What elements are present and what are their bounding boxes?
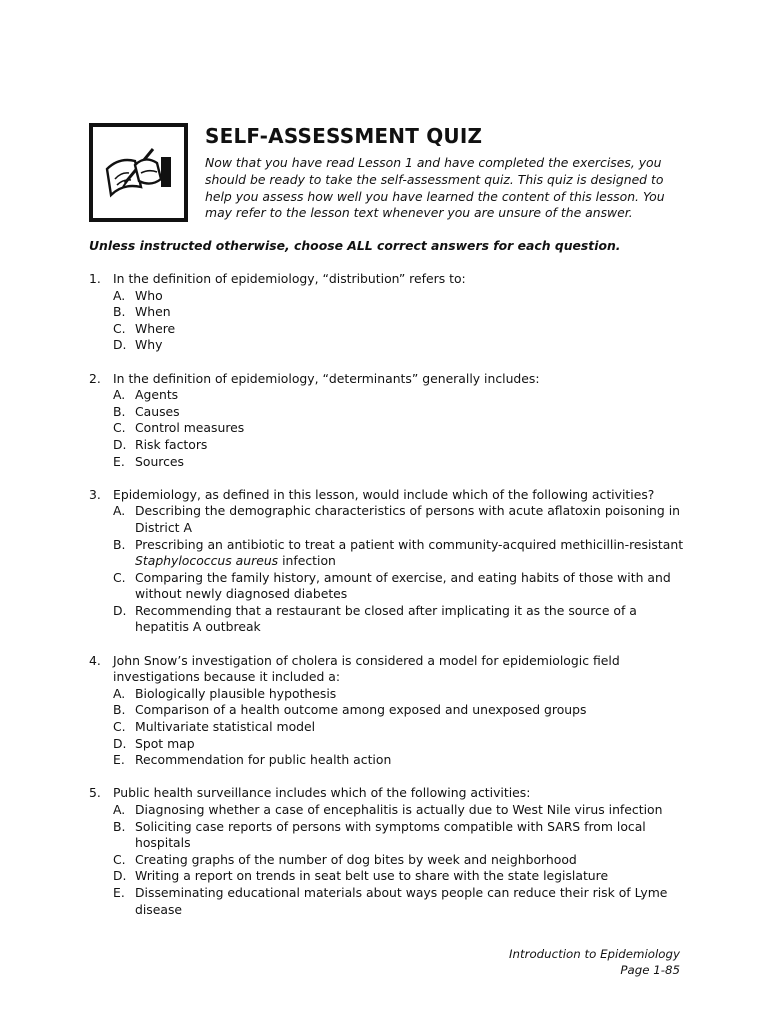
- option-text: Comparing the family history, amount of exercise, and eating habits of those with and without newly diagnosed diabetes: [135, 569, 671, 602]
- answer-options: [113, 686, 689, 769]
- option-text: Control measures: [135, 420, 245, 436]
- answer-option: [113, 702, 689, 719]
- answer-option: [113, 321, 689, 338]
- question-text: Epidemiology, as defined in this lesson, would include which of the following activities?: [113, 486, 655, 502]
- hand-writing-icon: [101, 139, 177, 209]
- option-text: Comparison of a health outcome among exposed and unexposed groups: [135, 702, 587, 718]
- page-title: SELF-ASSESSMENT QUIZ: [205, 124, 483, 148]
- page-footer: [509, 946, 680, 978]
- option-text: Recommendation for public health action: [135, 752, 392, 768]
- option-text: Biologically plausible hypothesis: [135, 685, 337, 701]
- option-text: Causes: [135, 403, 180, 419]
- option-text: Recommending that a restaurant be closed after implicating it as the source of a hepatitis A outbreak: [135, 602, 637, 635]
- option-letter: D.: [113, 735, 127, 751]
- option-letter: A.: [113, 287, 126, 303]
- question-number: 3.: [89, 486, 101, 502]
- question-number: 1.: [89, 271, 101, 286]
- answer-option: [113, 503, 689, 536]
- option-text: Who: [135, 287, 163, 303]
- option-letter: E.: [113, 752, 125, 768]
- option-letter: A.: [113, 503, 126, 519]
- answer-option: [113, 387, 689, 404]
- option-text: Creating graphs of the number of dog bites by week and neighborhood: [135, 851, 577, 867]
- question-number: 4.: [89, 652, 101, 668]
- answer-option: [113, 868, 689, 885]
- option-text: Spot map: [135, 735, 195, 751]
- answer-option: [113, 337, 689, 354]
- option-letter: C.: [113, 320, 126, 336]
- question-number: 2.: [89, 370, 101, 386]
- question-text: John Snow’s investigation of cholera is considered a model for epidemiologic field investigations because it included a:: [113, 652, 620, 685]
- option-letter: C.: [113, 420, 126, 436]
- option-letter: B.: [113, 702, 126, 718]
- option-letter: B.: [113, 304, 126, 320]
- answer-option: [113, 686, 689, 703]
- answer-option: [113, 437, 689, 454]
- question-item: [89, 371, 689, 471]
- question-text: In the definition of epidemiology, “determinants” generally includes:: [113, 370, 540, 386]
- organism-name: Staphylococcus aureus: [135, 553, 279, 569]
- option-letter: B.: [113, 818, 126, 834]
- option-text: Diagnosing whether a case of encephalitis is actually due to West Nile virus infection: [135, 802, 663, 817]
- answer-options: [113, 387, 689, 470]
- answer-options: [113, 503, 689, 636]
- option-letter: D.: [113, 868, 127, 884]
- question-item: [89, 487, 689, 636]
- option-letter: D.: [113, 436, 127, 452]
- answer-option: [113, 752, 689, 769]
- option-text-part: infection: [278, 553, 336, 569]
- option-letter: D.: [113, 337, 127, 353]
- question-list: [89, 271, 689, 935]
- option-text: Agents: [135, 387, 179, 403]
- option-letter: B.: [113, 536, 126, 552]
- answer-option: [113, 304, 689, 321]
- option-text: Why: [135, 337, 163, 353]
- option-text: Multivariate statistical model: [135, 719, 316, 735]
- answer-option: [113, 404, 689, 421]
- question-item: [89, 271, 689, 354]
- answer-option: [113, 885, 689, 918]
- answer-option: [113, 454, 689, 471]
- option-letter: D.: [113, 602, 127, 618]
- option-text: When: [135, 304, 171, 320]
- option-text-part: Prescribing an antibiotic to treat a patient with community-acquired methicillin-resistant: [135, 536, 684, 552]
- answer-option: [113, 537, 689, 570]
- instruction-text: Unless instructed otherwise, choose ALL correct answers for each question.: [89, 238, 621, 253]
- option-letter: C.: [113, 851, 126, 867]
- option-letter: C.: [113, 569, 126, 585]
- question-item: [89, 653, 689, 769]
- answer-option: [113, 570, 689, 603]
- option-letter: A.: [113, 387, 126, 403]
- question-text: Public health surveillance includes which of the following activities:: [113, 785, 531, 801]
- option-text: Writing a report on trends in seat belt use to share with the state legislature: [135, 868, 609, 884]
- question-item: [89, 785, 689, 918]
- question-text: In the definition of epidemiology, “distribution” refers to:: [113, 271, 466, 286]
- option-letter: C.: [113, 719, 126, 735]
- intro-paragraph: Now that you have read Lesson 1 and have completed the exercises, you should be ready to take the self-assessment quiz. This quiz is designed to help you assess how well you have learned the content of this lesson. You may refer to the lesson text whenever you are unsure of the answer.: [205, 155, 665, 221]
- option-text: Risk factors: [135, 436, 208, 452]
- answer-option: [113, 736, 689, 753]
- option-text: Disseminating educational materials about ways people can reduce their risk of Lyme disease: [135, 884, 668, 917]
- answer-option: [113, 420, 689, 437]
- answer-options: [113, 288, 689, 354]
- option-text: Sources: [135, 453, 185, 469]
- option-text: Soliciting case reports of persons with symptoms compatible with SARS from local hospitals: [135, 818, 646, 851]
- option-letter: A.: [113, 685, 126, 701]
- answer-option: [113, 603, 689, 636]
- answer-option: [113, 288, 689, 305]
- option-text: Describing the demographic characteristics of persons with acute aflatoxin poisoning in District A: [135, 503, 680, 535]
- footer-page-number: Page 1-85: [620, 963, 680, 977]
- option-letter: E.: [113, 884, 125, 900]
- option-letter: A.: [113, 802, 126, 817]
- answer-options: [113, 802, 689, 918]
- question-number: 5.: [89, 785, 101, 801]
- answer-option: [113, 852, 689, 869]
- option-text: Where: [135, 320, 176, 336]
- footer-course-title: Introduction to Epidemiology: [509, 947, 680, 961]
- option-letter: B.: [113, 403, 126, 419]
- option-letter: E.: [113, 453, 125, 469]
- answer-option: [113, 819, 689, 852]
- option-text: [135, 537, 683, 569]
- answer-option: [113, 802, 689, 819]
- quiz-icon-frame: [89, 123, 188, 222]
- answer-option: [113, 719, 689, 736]
